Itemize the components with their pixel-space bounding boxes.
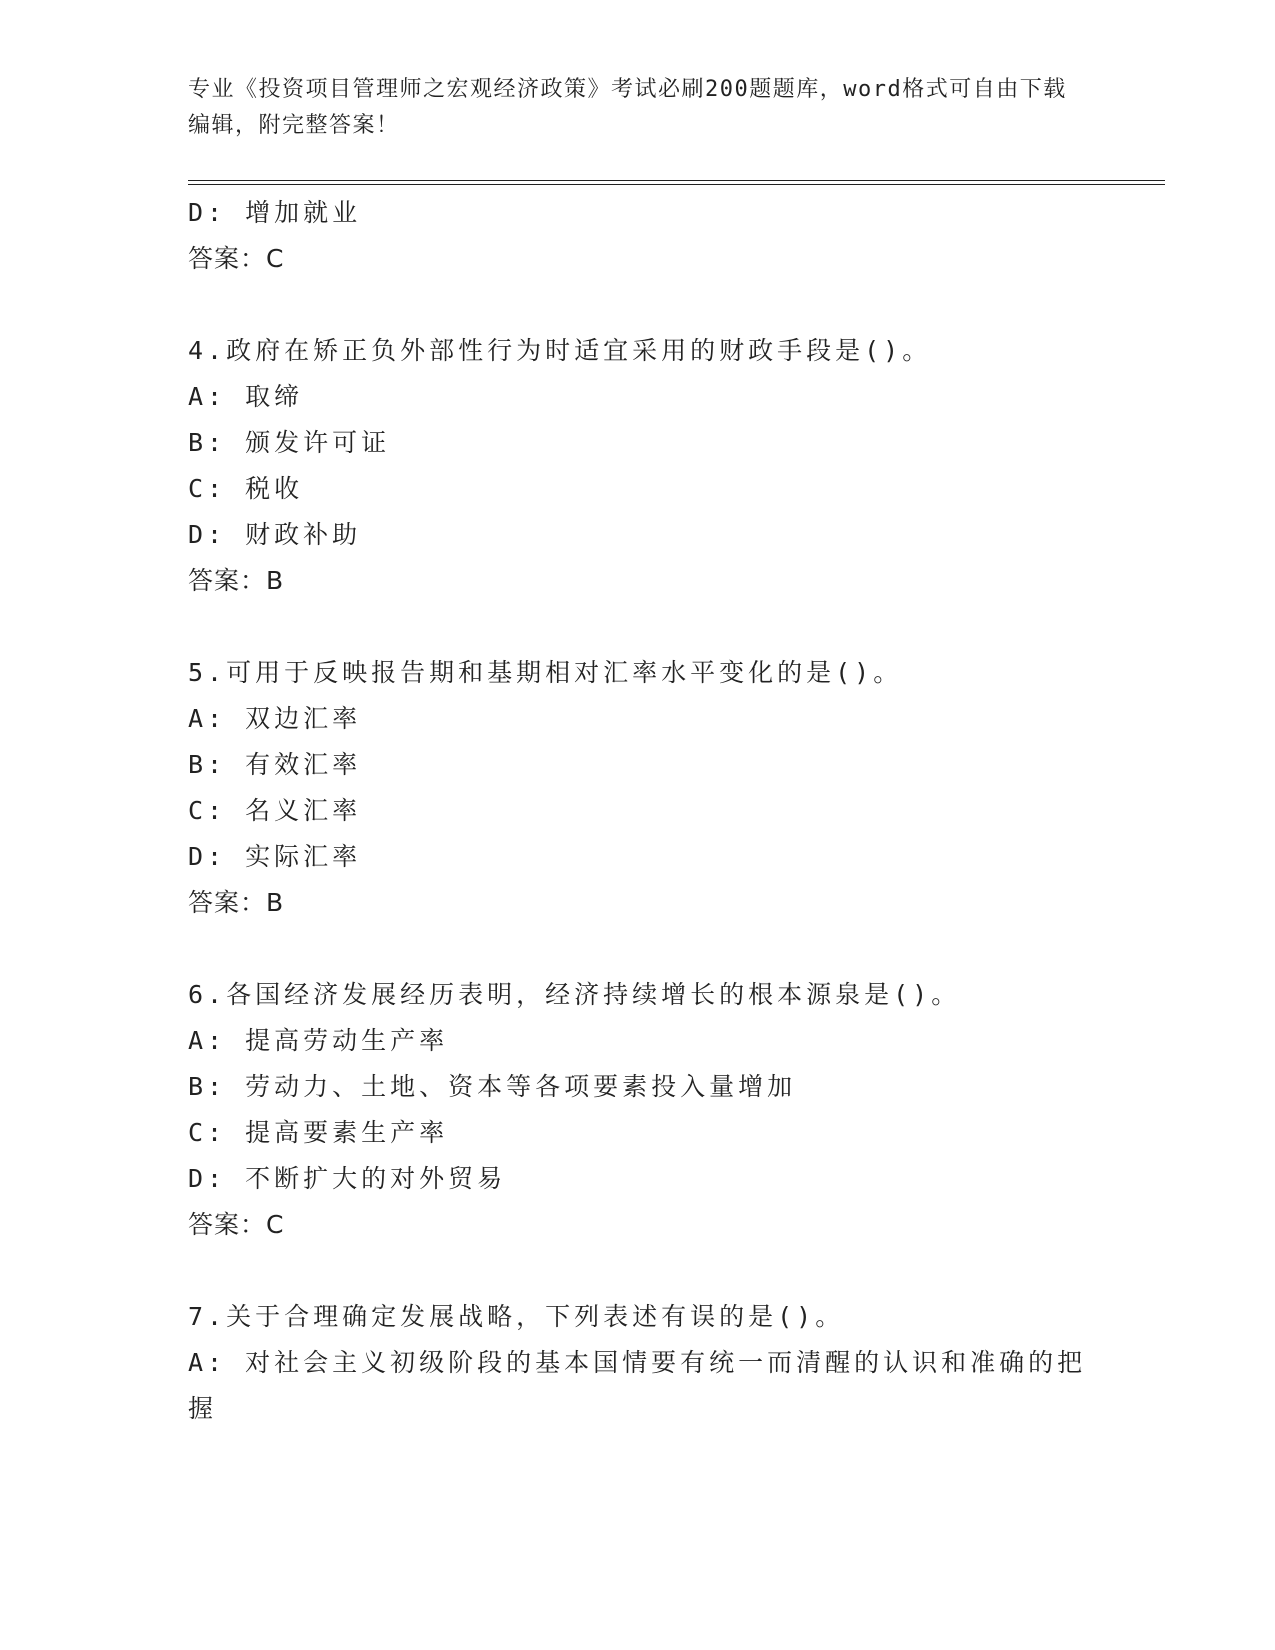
option-c: C: 税收 [188,474,304,503]
spacer [188,926,1088,972]
header-rule-thin [188,184,1165,185]
option-b: B: 颁发许可证 [188,428,391,457]
question-stem: 6.各国经济发展经历表明，经济持续增长的根本源泉是()。 [188,980,961,1009]
question-stem: 5.可用于反映报告期和基期相对汇率水平变化的是()。 [188,658,903,687]
header-rule [188,180,1165,181]
option-b: B: 有效汇率 [188,750,362,779]
question-stem: 4.政府在矫正负外部性行为时适宜采用的财政手段是()。 [188,336,932,365]
answer: 答案：B [188,566,285,595]
option-c: C: 提高要素生产率 [188,1118,449,1147]
option-d: D: 不断扩大的对外贸易 [188,1164,507,1193]
option-c: C: 名义汇率 [188,796,362,825]
option-a: A: 取缔 [188,382,304,411]
question-stem: 7.关于合理确定发展战略，下列表述有误的是()。 [188,1302,845,1331]
option-d: D: 增加就业 [188,198,362,227]
option-d: D: 财政补助 [188,520,362,549]
answer: 答案：C [188,1210,285,1239]
document-body [188,190,1088,1432]
spacer [188,604,1088,650]
answer: 答案：B [188,888,285,917]
document-header: 专业《投资项目管理师之宏观经济政策》考试必刷200题题库，word格式可自由下载编辑，附完整答案！ [188,77,1067,138]
question-7 [188,1294,1088,1432]
option-d: D: 实际汇率 [188,842,362,871]
question-5 [188,650,1088,926]
option-b: B: 劳动力、土地、资本等各项要素投入量增加 [188,1072,797,1101]
option-a: A: 提高劳动生产率 [188,1026,449,1055]
question-4 [188,328,1088,604]
spacer [188,1248,1088,1294]
question-6 [188,972,1088,1248]
spacer [188,282,1088,328]
option-a: A: 对社会主义初级阶段的基本国情要有统一而清醒的认识和准确的把握 [188,1348,1087,1423]
option-a: A: 双边汇率 [188,704,362,733]
answer: 答案：C [188,244,285,273]
